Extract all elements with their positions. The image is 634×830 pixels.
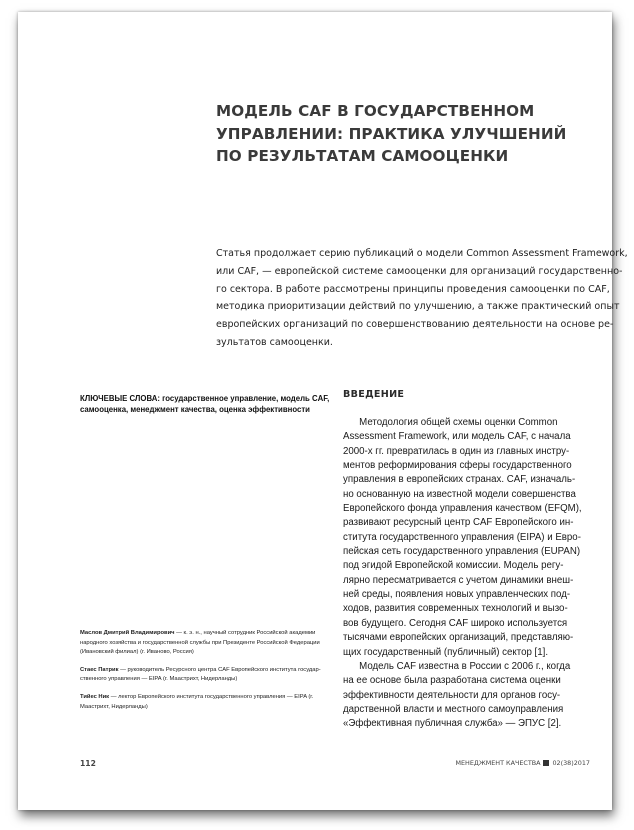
author-info xyxy=(80,629,342,720)
body-line: Assessment Framework, или модель CAF, с начала xyxy=(343,431,571,443)
abstract-line: Статья продолжает серию публикаций о модели Common Assessment Framework, xyxy=(216,248,628,259)
body-line: тысячами европейских организаций, представляю- xyxy=(343,632,574,644)
body-line: 2000-х гг. превратилась в один из главных инстру- xyxy=(343,445,570,457)
keywords-line: КЛЮЧЕВЫЕ СЛОВА: государственное управление, модель CAF, xyxy=(80,394,330,403)
journal-name: МЕНЕДЖМЕНТ КАЧЕСТВА xyxy=(455,759,541,767)
title-line: ПО РЕЗУЛЬТАТАМ САМООЦЕНКИ xyxy=(216,147,509,165)
author-entry xyxy=(80,666,342,685)
body-line: ходов, развития современных технологий и вызо- xyxy=(343,603,568,615)
journal-issue: 02(38)2017 xyxy=(552,759,590,767)
body-line: пейская сеть государственного управления (EUPAN) xyxy=(343,546,581,558)
abstract-line: го сектора. В работе рассмотрены принципы проведения самооценки по CAF, xyxy=(216,283,610,295)
author-name: Тийес Ник xyxy=(80,693,110,700)
keywords xyxy=(80,393,342,416)
author-line: народного хозяйства и государственной службы при Президенте Российской Федерации xyxy=(80,639,320,646)
journal-footer xyxy=(455,759,590,767)
body-line: развивают ресурсный центр CAF Европейского ин- xyxy=(343,517,574,529)
author-name: Маслов Дмитрий Владимирович xyxy=(80,630,175,636)
body-line: щих государственный (публичный) сектор [1]. xyxy=(343,646,549,658)
body-line: лярно пересматривается с учетом динамики внеш- xyxy=(343,574,574,586)
body-line: на ее основе была разработана система оценки xyxy=(343,675,561,687)
author-role: — лектор Европейского института государственного управления — EIPA (г. xyxy=(109,693,314,700)
title-line: МОДЕЛЬ CAF В ГОСУДАРСТВЕННОМ xyxy=(216,102,535,120)
body-line: управления в европейских странах. CAF, изначаль- xyxy=(343,474,576,486)
title-line: УПРАВЛЕНИИ: ПРАКТИКА УЛУЧШЕНИЙ xyxy=(216,124,567,143)
author-line: Маастрихт, Нидерланды) xyxy=(80,703,148,710)
abstract-line: европейских организаций по совершенствованию деятельности на основе ре- xyxy=(216,319,614,331)
author-entry xyxy=(80,629,342,658)
page-number: 112 xyxy=(80,759,96,768)
abstract xyxy=(216,245,628,352)
body-line: под эгидой Европейской комиссии. Модель регу- xyxy=(343,560,564,572)
body-line: Модель CAF известна в России с 2006 г., когда xyxy=(343,660,571,672)
body-line: Методология общей схемы оценки Common xyxy=(343,417,558,428)
body-line: вов будущего. Сегодня CAF широко используется xyxy=(343,617,568,629)
keywords-line: самооценка, менеджмент качества, оценка эффективности xyxy=(80,405,310,415)
body-line: «Эффективная публичная служба» — ЭПУС [2]. xyxy=(343,718,562,730)
body-line: ментов реформирования сферы государственного xyxy=(343,460,572,472)
author-line: (Ивановский филиал) (г. Иваново, Россия) xyxy=(80,649,194,656)
square-separator-icon xyxy=(543,760,549,766)
body-line: эффективности деятельности для органов госу- xyxy=(343,689,561,701)
author-line xyxy=(80,666,342,676)
body-line: ститута государственного управления (EIPA) и Евро- xyxy=(343,531,581,543)
body-line: ней среды, появления новых управленческих под- xyxy=(343,589,571,601)
author-role: — руководитель Ресурсного центра CAF Европейского института государ- xyxy=(118,666,321,673)
abstract-line: или CAF, — европейской системе самооценки для организаций государственно- xyxy=(216,265,623,277)
section-heading: ВВЕДЕНИЕ xyxy=(343,389,405,400)
body-line: дарственной власти и местного самоуправления xyxy=(343,703,564,715)
article-title xyxy=(216,100,567,168)
author-line xyxy=(80,693,342,703)
author-line: ственного управления — EIPA (г. Маастрихт, Нидерланды) xyxy=(80,676,238,683)
body-line: но основанную на известной модели совершенства xyxy=(343,488,576,500)
author-role: — к. э. н., научный сотрудник Российской академии xyxy=(174,630,316,636)
abstract-line: методика приоритизации действий по улучшению, а также практический опыт xyxy=(216,301,620,313)
document-page xyxy=(18,12,628,810)
author-name: Стаес Патрик xyxy=(80,666,119,673)
intro-text xyxy=(343,416,603,732)
author-line xyxy=(80,629,342,639)
author-entry xyxy=(80,693,342,712)
body-line: Европейского фонда управления качеством (EFQM), xyxy=(343,503,582,515)
abstract-line: зультатов самооценки. xyxy=(216,336,333,348)
